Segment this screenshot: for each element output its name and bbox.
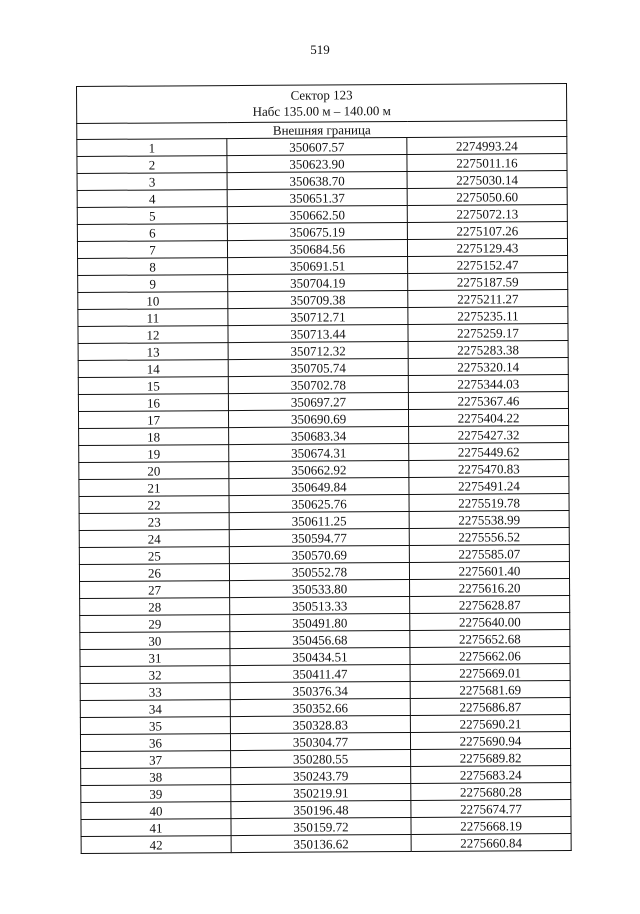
y-coordinate-cell: 2275030.14 (407, 171, 567, 189)
y-coordinate-cell: 2275152.47 (408, 256, 568, 274)
x-coordinate-cell: 350243.79 (231, 766, 411, 784)
point-number-cell: 19 (79, 445, 229, 463)
point-number-cell: 31 (80, 649, 230, 667)
point-number-cell: 14 (78, 360, 228, 378)
y-coordinate-cell: 2275669.01 (410, 663, 570, 681)
point-number-cell: 7 (77, 241, 227, 259)
y-coordinate-cell: 2275628.87 (410, 595, 570, 613)
table-title-row (77, 84, 567, 124)
y-coordinate-cell: 2275585.07 (409, 544, 569, 562)
y-coordinate-cell: 2275689.82 (411, 748, 571, 766)
point-number-cell: 40 (81, 802, 231, 820)
y-coordinate-cell: 2275616.20 (410, 578, 570, 596)
x-coordinate-cell: 350649.84 (229, 477, 409, 495)
x-coordinate-cell: 350712.32 (228, 341, 408, 359)
y-coordinate-cell: 2275187.59 (408, 273, 568, 291)
x-coordinate-cell: 350638.70 (227, 171, 407, 189)
table-title-cell (77, 84, 567, 124)
y-coordinate-cell: 2275683.24 (411, 765, 571, 783)
x-coordinate-cell: 350712.71 (228, 307, 408, 325)
x-coordinate-cell: 350709.38 (228, 290, 408, 308)
point-number-cell: 10 (78, 292, 228, 310)
point-number-cell: 25 (79, 547, 229, 565)
point-number-cell: 23 (79, 513, 229, 531)
x-coordinate-cell: 350352.66 (230, 698, 410, 716)
x-coordinate-cell: 350376.34 (230, 681, 410, 699)
y-coordinate-cell: 2275519.78 (409, 493, 569, 511)
table-row (81, 833, 571, 853)
point-number-cell: 36 (80, 734, 230, 752)
y-coordinate-cell: 2275129.43 (407, 239, 567, 257)
x-coordinate-cell: 350594.77 (229, 528, 409, 546)
y-coordinate-cell: 2275690.21 (410, 714, 570, 732)
point-number-cell: 37 (81, 751, 231, 769)
point-number-cell: 13 (78, 343, 228, 361)
x-coordinate-cell: 350411.47 (230, 664, 410, 682)
x-coordinate-cell: 350552.78 (229, 562, 409, 580)
x-coordinate-cell: 350662.50 (227, 205, 407, 223)
x-coordinate-cell: 350513.33 (230, 596, 410, 614)
y-coordinate-cell: 2275652.68 (410, 629, 570, 647)
y-coordinate-cell: 2275259.17 (408, 323, 568, 341)
section-label: Внешняя граница (77, 121, 567, 140)
point-number-cell: 11 (78, 309, 228, 327)
y-coordinate-cell: 2275235.11 (408, 306, 568, 324)
page-number: 519 (310, 42, 330, 57)
x-coordinate-cell: 350690.69 (228, 409, 408, 427)
y-coordinate-cell: 2275556.52 (409, 527, 569, 545)
point-number-cell: 5 (77, 207, 227, 225)
point-number-cell: 27 (80, 581, 230, 599)
x-coordinate-cell: 350704.19 (228, 273, 408, 291)
y-coordinate-cell: 2275050.60 (407, 188, 567, 206)
point-number-cell: 28 (80, 598, 230, 616)
point-number-cell: 30 (80, 632, 230, 650)
x-coordinate-cell: 350651.37 (227, 188, 407, 206)
y-coordinate-cell: 2275491.24 (409, 476, 569, 494)
x-coordinate-cell: 350691.51 (228, 256, 408, 274)
point-number-cell: 3 (77, 173, 227, 191)
x-coordinate-cell: 350705.74 (228, 358, 408, 376)
x-coordinate-cell: 350219.91 (231, 783, 411, 801)
point-number-cell: 22 (79, 496, 229, 514)
y-coordinate-cell: 2275668.19 (411, 816, 571, 834)
point-number-cell: 34 (80, 700, 230, 718)
x-coordinate-cell: 350702.78 (228, 375, 408, 393)
x-coordinate-cell: 350328.83 (230, 715, 410, 733)
point-number-cell: 24 (79, 530, 229, 548)
y-coordinate-cell: 2275690.94 (410, 731, 570, 749)
y-coordinate-cell: 2275367.46 (408, 391, 568, 409)
y-coordinate-cell: 2275470.83 (409, 459, 569, 477)
y-coordinate-cell: 2275681.69 (410, 680, 570, 698)
y-coordinate-cell: 2275662.06 (410, 646, 570, 664)
y-coordinate-cell: 2275449.62 (409, 442, 569, 460)
y-coordinate-cell: 2275674.77 (411, 799, 571, 817)
point-number-cell: 32 (80, 666, 230, 684)
x-coordinate-cell: 350697.27 (228, 392, 408, 410)
point-number-cell: 15 (78, 377, 228, 395)
coordinates-table (76, 83, 572, 854)
point-number-cell: 18 (79, 428, 229, 446)
x-coordinate-cell: 350136.62 (231, 834, 411, 852)
x-coordinate-cell: 350684.56 (227, 239, 407, 257)
x-coordinate-cell: 350607.57 (227, 137, 407, 155)
x-coordinate-cell: 350623.90 (227, 154, 407, 172)
point-number-cell: 38 (81, 768, 231, 786)
y-coordinate-cell: 2275344.03 (408, 374, 568, 392)
y-coordinate-cell: 2275107.26 (407, 222, 567, 240)
y-coordinate-cell: 2275283.38 (408, 340, 568, 358)
point-number-cell: 17 (78, 411, 228, 429)
point-number-cell: 9 (78, 275, 228, 293)
x-coordinate-cell: 350304.77 (230, 732, 410, 750)
y-coordinate-cell: 2275211.27 (408, 289, 568, 307)
point-number-cell: 42 (81, 836, 231, 854)
y-coordinate-cell: 2275320.14 (408, 357, 568, 375)
point-number-cell: 2 (77, 156, 227, 174)
point-number-cell: 35 (80, 717, 230, 735)
x-coordinate-cell: 350491.80 (230, 613, 410, 631)
y-coordinate-cell: 2275686.87 (410, 697, 570, 715)
y-coordinate-cell: 2275427.32 (409, 425, 569, 443)
x-coordinate-cell: 350159.72 (231, 817, 411, 835)
x-coordinate-cell: 350570.69 (229, 545, 409, 563)
point-number-cell: 4 (77, 190, 227, 208)
x-coordinate-cell: 350674.31 (229, 443, 409, 461)
y-coordinate-cell: 2275404.22 (408, 408, 568, 426)
x-coordinate-cell: 350713.44 (228, 324, 408, 342)
x-coordinate-cell: 350456.68 (230, 630, 410, 648)
point-number-cell: 29 (80, 615, 230, 633)
x-coordinate-cell: 350434.51 (230, 647, 410, 665)
x-coordinate-cell: 350683.34 (229, 426, 409, 444)
height-range: Набс 135.00 м – 140.00 м (252, 103, 391, 119)
x-coordinate-cell: 350280.55 (231, 749, 411, 767)
x-coordinate-cell: 350675.19 (227, 222, 407, 240)
x-coordinate-cell: 350611.25 (229, 511, 409, 529)
point-number-cell: 41 (81, 819, 231, 837)
y-coordinate-cell: 2275660.84 (411, 833, 571, 851)
point-number-cell: 39 (81, 785, 231, 803)
y-coordinate-cell: 2274993.24 (407, 137, 567, 155)
y-coordinate-cell: 2275011.16 (407, 154, 567, 172)
point-number-cell: 1 (77, 139, 227, 157)
sector-title: Сектор 123 (290, 87, 353, 103)
point-number-cell: 26 (79, 564, 229, 582)
point-number-cell: 6 (77, 224, 227, 242)
point-number-cell: 16 (78, 394, 228, 412)
x-coordinate-cell: 350533.80 (230, 579, 410, 597)
y-coordinate-cell: 2275538.99 (409, 510, 569, 528)
x-coordinate-cell: 350625.76 (229, 494, 409, 512)
x-coordinate-cell: 350196.48 (231, 800, 411, 818)
point-number-cell: 33 (80, 683, 230, 701)
point-number-cell: 21 (79, 479, 229, 497)
y-coordinate-cell: 2275640.00 (410, 612, 570, 630)
y-coordinate-cell: 2275072.13 (407, 205, 567, 223)
x-coordinate-cell: 350662.92 (229, 460, 409, 478)
point-number-cell: 12 (78, 326, 228, 344)
point-number-cell: 20 (79, 462, 229, 480)
point-number-cell: 8 (78, 258, 228, 276)
y-coordinate-cell: 2275601.40 (409, 561, 569, 579)
y-coordinate-cell: 2275680.28 (411, 782, 571, 800)
